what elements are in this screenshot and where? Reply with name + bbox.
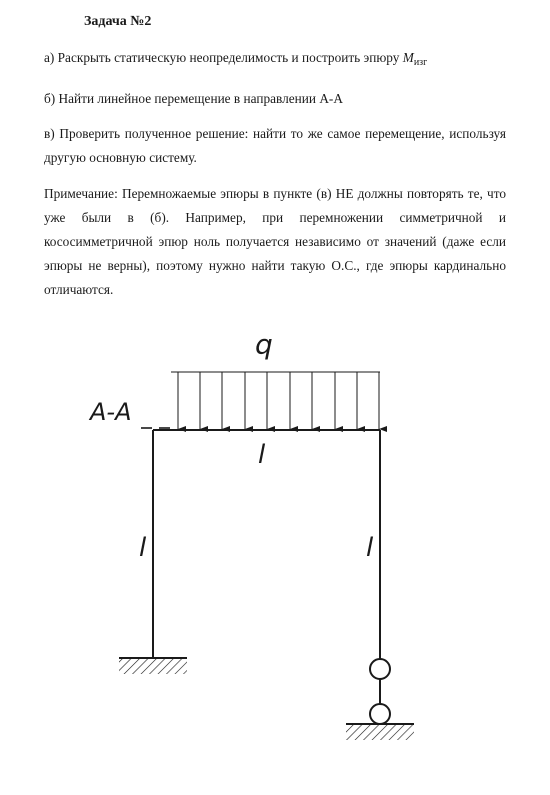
lower-hinge: [370, 704, 390, 724]
load-label: q: [255, 328, 273, 361]
distributed-load: [171, 372, 380, 429]
left-column-length-label: l: [139, 533, 147, 563]
moment-subscript: изг: [413, 57, 428, 68]
task-item-c: в) Проверить полученное решение: найти то же самое перемещение, используя другую основную систему.: [44, 126, 506, 165]
task-note: Примечание: Перемножаемые эпюры в пункте (в) НЕ должны повторять те, что уже были в (б). Например, при перемножении симметричной и кососимметричной эпюр ноль получается независимо от значений (даже если эпюры не верны), поэтому нужно найти такую О.С., где эпюры кардинально отличаются.: [44, 186, 506, 297]
section-label: A-A: [90, 398, 132, 426]
fixed-support: [119, 658, 187, 674]
task-item-b: б) Найти линейное перемещение в направлении А-А: [44, 91, 343, 106]
hinged-rod-support: [346, 659, 414, 740]
moment-symbol: M: [402, 50, 414, 65]
beam-length-label: l: [258, 440, 266, 470]
right-column-length-label: l: [366, 533, 374, 563]
task-item-a-text: а) Раскрыть статическую неопределимость и построить эпюру: [44, 50, 403, 65]
upper-hinge: [370, 659, 390, 679]
task-title: Задача №2: [84, 14, 152, 29]
